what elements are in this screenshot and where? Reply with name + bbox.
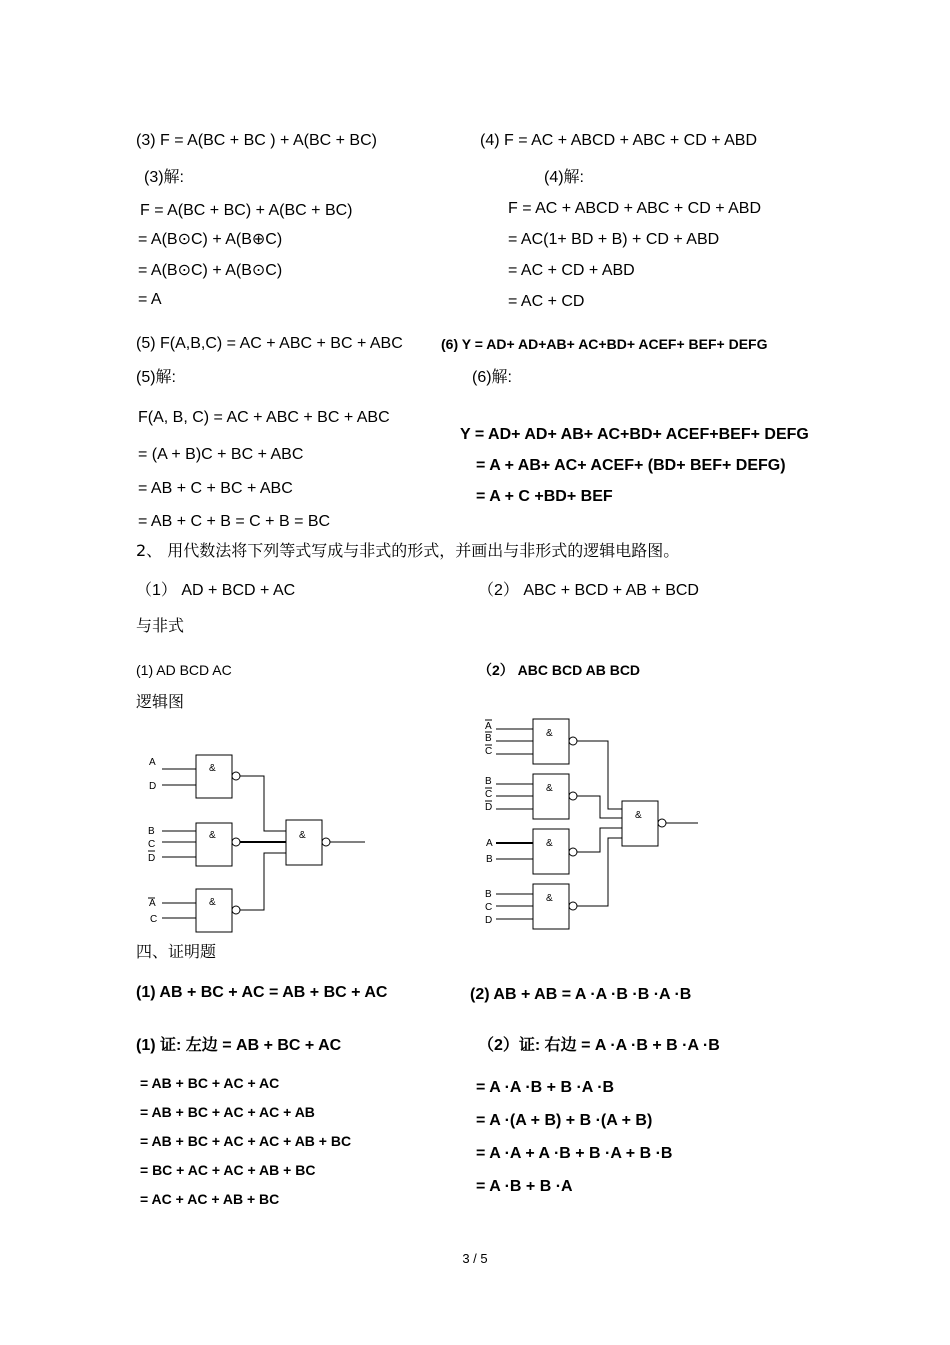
problem-6-solution-label: (6)解: <box>472 369 513 386</box>
problem-4-solution-label: (4)解: <box>544 169 585 186</box>
question-2-heading: 2、 用代数法将下列等式写成与非式的形式，并画出与非形式的逻辑电路图。 <box>136 541 680 560</box>
gate-final-symbol: & <box>635 810 642 821</box>
c1-input-b: B <box>148 826 155 837</box>
p3-line-4: = A <box>138 291 162 308</box>
logic-circuit-2 <box>478 712 708 937</box>
c2-input-d-bar: D <box>485 802 493 813</box>
c2-input-a-bar: A <box>485 721 492 732</box>
c1-input-c: C <box>148 839 156 850</box>
c2-input-b-bar: B <box>485 733 492 744</box>
q2-expression-1: （1） AD + BCD + AC <box>136 582 296 599</box>
c1-input-c2: C <box>150 914 158 925</box>
c2-input-d: D <box>485 915 493 926</box>
gate-b-symbol: & <box>546 783 553 794</box>
p6-line-3: = A + C +BD+ BEF <box>476 488 613 505</box>
nand-gate-c <box>533 829 569 874</box>
proof-1-head: (1) 证: 左边 = AB + BC + AC <box>136 1037 342 1054</box>
problem-5-title: (5) F(A,B,C) = AC + ABC + BC + ABC <box>136 335 403 352</box>
proof-2-head: （2）证: 右边 = A ·A ·B + B ·A ·B <box>478 1037 720 1054</box>
pf2-line-2: = A ·(A + B) + B ·(A + B) <box>476 1112 653 1129</box>
pf1-line-5: = AC + AC + AB + BC <box>140 1191 280 1207</box>
p3-line-2: = A(B⊙C) + A(B⊕C) <box>138 231 283 248</box>
page-number: 3 / 5 <box>462 1251 488 1266</box>
c1-input-d: D <box>149 781 157 792</box>
nand-expression-2: （2） ABC BCD AB BCD <box>478 662 641 678</box>
nand-gate-a <box>533 719 569 764</box>
p4-line-3: = AC + CD + ABD <box>508 262 635 279</box>
nand-gate-1 <box>196 755 232 798</box>
p5-line-2: = (A + B)C + BC + ABC <box>138 446 304 463</box>
problem-3-solution-label: (3)解: <box>144 169 185 186</box>
c2-input-b3: B <box>485 889 492 900</box>
proof-heading: 四、证明题 <box>136 942 217 961</box>
proof-statement-1: (1) AB + BC + AC = AB + BC + AC <box>136 984 388 1001</box>
nand-expression-1: (1) AD BCD AC <box>136 662 232 678</box>
p5-line-3: = AB + C + BC + ABC <box>138 480 293 497</box>
p3-line-1: F = A(BC + BC) + A(BC + BC) <box>140 202 353 219</box>
gate-out-symbol: & <box>299 830 306 841</box>
c1-input-d-bar: D <box>148 853 156 864</box>
p4-line-4: = AC + CD <box>508 293 585 310</box>
p6-line-1: Y = AD+ AD+ AB+ AC+BD+ ACEF+BEF+ DEFG <box>460 426 809 443</box>
q2-expression-2: （2） ABC + BCD + AB + BCD <box>478 582 699 599</box>
p3-line-3: = A(B⊙C) + A(B⊙C) <box>138 262 283 279</box>
c2-input-c-bar2: C <box>485 789 493 800</box>
c2-input-b: B <box>485 776 492 787</box>
gate-3-symbol: & <box>209 897 216 908</box>
pf2-line-4: = A ·B + B ·A <box>476 1178 573 1195</box>
nand-gate-output <box>286 820 322 865</box>
nand-gate-d <box>533 884 569 929</box>
gate-1-symbol: & <box>209 763 216 774</box>
p6-line-2: = A + AB+ AC+ ACEF+ (BD+ BEF+ DEFG) <box>476 457 786 474</box>
problem-6-title: (6) Y = AD+ AD+AB+ AC+BD+ ACEF+ BEF+ DEFG <box>441 336 768 352</box>
gate-c-symbol: & <box>546 838 553 849</box>
c2-input-b2: B <box>486 854 493 865</box>
pf1-line-3: = AB + BC + AC + AC + AB + BC <box>140 1133 352 1149</box>
p5-line-1: F(A, B, C) = AC + ABC + BC + ABC <box>138 409 390 426</box>
problem-3-title: (3) F = A(BC + BC ) + A(BC + BC) <box>136 132 377 149</box>
gate-2-symbol: & <box>209 830 216 841</box>
c2-input-a: A <box>486 838 493 849</box>
pf2-line-1: = A ·A ·B + B ·A ·B <box>476 1079 615 1096</box>
c2-input-c: C <box>485 902 493 913</box>
gate-a-symbol: & <box>546 728 553 739</box>
p4-line-2: = AC(1+ BD + B) + CD + ABD <box>508 231 720 248</box>
pf1-line-1: = AB + BC + AC + AC <box>140 1075 280 1091</box>
pf1-line-4: = BC + AC + AC + AB + BC <box>140 1162 316 1178</box>
logic-diagram-label: 逻辑图 <box>136 692 185 711</box>
p4-line-1: F = AC + ABCD + ABC + CD + ABD <box>508 200 761 217</box>
logic-circuit-1 <box>140 745 380 940</box>
nand-gate-3 <box>196 889 232 932</box>
pf1-line-2: = AB + BC + AC + AC + AB <box>140 1104 315 1120</box>
c2-input-c-bar: C <box>485 746 493 757</box>
pf2-line-3: = A ·A + A ·B + B ·A + B ·B <box>476 1145 673 1162</box>
proof-statement-2: (2) AB + AB = A ·A ·B ·B ·A ·B <box>470 986 692 1003</box>
problem-5-solution-label: (5)解: <box>136 369 177 386</box>
nand-gate-final <box>622 801 658 846</box>
c1-input-a-bar: A <box>149 898 156 909</box>
gate-d-symbol: & <box>546 893 553 904</box>
p5-line-4: = AB + C + B = C + B = BC <box>138 513 331 530</box>
nand-gate-b <box>533 774 569 819</box>
problem-4-title: (4) F = AC + ABCD + ABC + CD + ABD <box>480 132 757 149</box>
nand-form-label: 与非式 <box>136 616 185 635</box>
c1-input-a: A <box>149 757 156 768</box>
